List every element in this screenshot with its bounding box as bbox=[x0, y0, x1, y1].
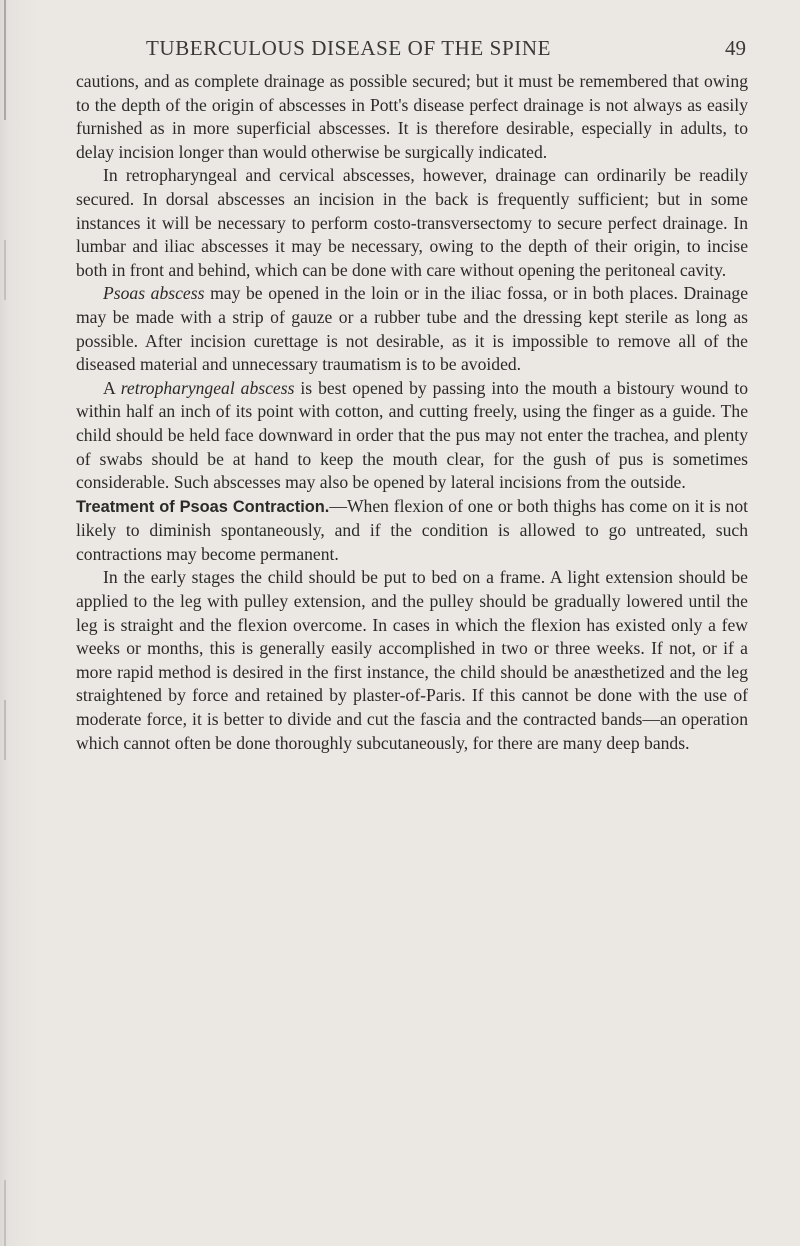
paragraph bbox=[76, 566, 748, 755]
paragraph-continued bbox=[76, 70, 748, 164]
paragraph-text: —When flexion of one or both thighs has come on it is not likely to diminish spontaneously, and if the condition is allowed to go untreated, such contractions may become permanent. bbox=[76, 495, 748, 564]
page-header bbox=[76, 36, 746, 66]
italic-term: retropharyngeal abscess bbox=[120, 377, 295, 398]
paragraph-retropharyngeal-abscess bbox=[76, 377, 748, 495]
paragraph-text: In retropharyngeal and cervical abscesses, however, drainage can ordinarily be readily secured. In dorsal abscesses an incision in the back is frequently sufficient; but in some instances it will be necessary to perform costo-transversectomy to secure perfect drainage. In lumbar and iliac abscesses it may be necessary, owing to the depth of their origin, to incise both in front and behind, which can be done with care without opening the peritoneal cavity. bbox=[76, 165, 748, 280]
paragraph-text: may be opened in the loin or in the iliac fossa, or in both places. Drainage may be made with a strip of gauze or a rubber tube and the dressing kept sterile as long as possible. After incision curettage is not desirable, as it is impossible to remove all of the diseased material and unnecessary traumatism is to be avoided. bbox=[76, 283, 749, 375]
running-head: TUBERCULOUS DISEASE OF THE SPINE bbox=[146, 36, 552, 60]
paragraph-prefix: A bbox=[103, 377, 121, 398]
body-text bbox=[76, 70, 748, 755]
page-edge-shadow bbox=[4, 1180, 6, 1246]
italic-term: Psoas abscess bbox=[103, 283, 205, 304]
paragraph-psoas-abscess bbox=[76, 282, 748, 376]
page-edge-shadow bbox=[4, 0, 6, 120]
page-number: 49 bbox=[725, 36, 746, 60]
page-edge-shadow bbox=[4, 240, 6, 300]
paragraph bbox=[76, 164, 748, 282]
section-heading: Treatment of Psoas Contraction. bbox=[76, 497, 330, 516]
paragraph-text: In the early stages the child should be put to bed on a frame. A light extension should be applied to the leg with pulley extension, and the pulley should be gradually lowered until the leg is straight and the flexion overcome. In cases in which the flexion has existed only a few weeks or months, this is generally easily accomplished in two or three weeks. If not, or if a more rapid method is desired in the first instance, the child should be anæsthetized and the leg straightened by force and retained by plaster-of-Paris. If this cannot be done with the use of moderate force, it is better to divide and cut the fascia and the contracted bands—an operation which cannot often be done thoroughly subcutaneously, for there are many deep bands. bbox=[76, 567, 748, 753]
paragraph-text: cautions, and as complete drainage as possible secured; but it must be remembered that owing to the depth of the origin of abscesses in Pott's disease perfect drainage is not always as easily furnished as in more superficial abscesses. It is therefore desirable, especially in adults, to delay incision longer than would otherwise be surgically indicated. bbox=[76, 71, 748, 162]
page-edge-shadow bbox=[4, 700, 6, 760]
paragraph-text: is best opened by passing into the mouth a bistoury wound to within half an inch of its point with cotton, and cutting freely, using the finger as a guide. The child should be held face downward in order that the pus may not enter the trachea, and plenty of swabs should be at hand to keep the mouth clear, for the gush of pus is sometimes considerable. Such abscesses may also be opened by lateral incisions from the outside. bbox=[76, 377, 749, 493]
paragraph-psoas-contraction bbox=[76, 495, 748, 567]
